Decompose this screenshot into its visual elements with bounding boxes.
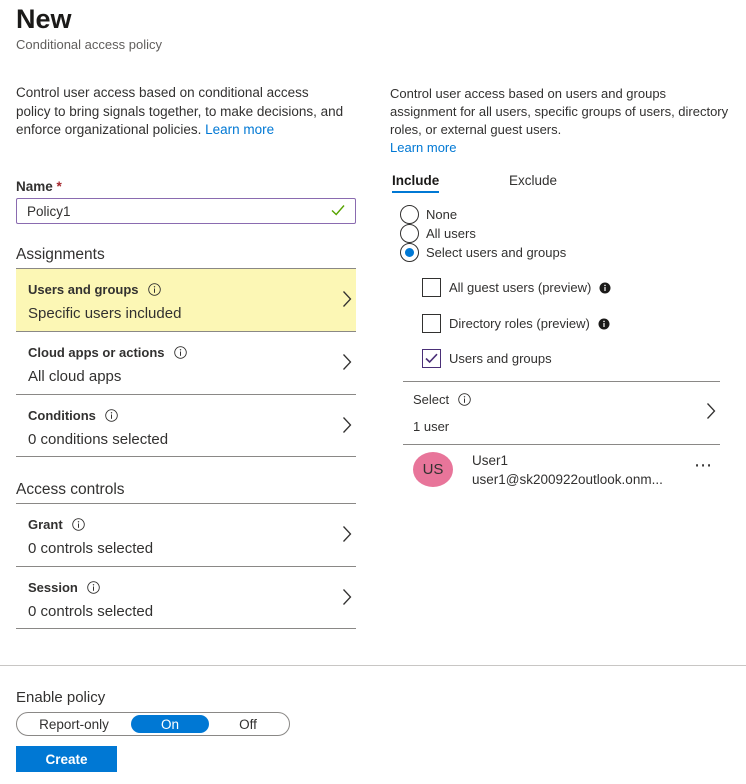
create-button[interactable]: Create bbox=[16, 746, 117, 772]
info-icon[interactable] bbox=[72, 518, 85, 531]
access-control-grant[interactable] bbox=[16, 503, 356, 566]
radio-selected-dot bbox=[405, 248, 414, 257]
chevron-right-icon bbox=[342, 416, 352, 434]
users-groups-description bbox=[390, 85, 730, 157]
chevron-right-icon bbox=[342, 290, 352, 308]
policy-description bbox=[16, 84, 346, 140]
chevron-right-icon bbox=[342, 353, 352, 371]
radio-button[interactable] bbox=[400, 224, 419, 243]
chevron-right-icon bbox=[342, 525, 352, 543]
enable-policy-toggle[interactable] bbox=[16, 712, 290, 736]
info-filled-icon[interactable] bbox=[599, 282, 611, 294]
assignment-value: All cloud apps bbox=[28, 368, 122, 385]
checkbox-directory-roles[interactable] bbox=[422, 314, 610, 333]
radio-button[interactable] bbox=[400, 243, 419, 262]
toggle-report-only[interactable]: Report-only bbox=[39, 716, 109, 732]
chevron-right-icon[interactable] bbox=[706, 402, 716, 420]
radio-select-users-and-groups[interactable] bbox=[400, 243, 566, 262]
checkbox-label: Directory roles (preview) bbox=[449, 316, 590, 331]
checkbox-label: All guest users (preview) bbox=[449, 280, 592, 295]
access-control-session[interactable] bbox=[16, 566, 356, 629]
access-control-label-text: Session bbox=[28, 580, 78, 595]
assignment-value: Specific users included bbox=[28, 305, 182, 322]
assignment-label bbox=[28, 282, 161, 297]
select-label-text: Select bbox=[413, 392, 450, 407]
page-subtitle: Conditional access policy bbox=[16, 37, 162, 52]
checkbox[interactable] bbox=[422, 314, 441, 333]
divider bbox=[403, 444, 720, 445]
toggle-on[interactable]: On bbox=[131, 715, 209, 733]
info-filled-icon[interactable] bbox=[598, 318, 610, 330]
radio-label: Select users and groups bbox=[426, 245, 567, 260]
enable-policy-label: Enable policy bbox=[16, 689, 106, 706]
assignment-label-text: Users and groups bbox=[28, 282, 139, 297]
avatar: US bbox=[413, 452, 453, 487]
checkmark-icon bbox=[425, 353, 438, 364]
radio-label: All users bbox=[426, 226, 476, 241]
radio-all-users[interactable] bbox=[400, 224, 476, 243]
assignment-label bbox=[28, 345, 187, 360]
learn-more-link-right[interactable]: Learn more bbox=[390, 140, 457, 155]
checkbox[interactable] bbox=[422, 349, 441, 368]
policy-name-input[interactable] bbox=[16, 198, 356, 224]
info-icon[interactable] bbox=[458, 393, 471, 406]
users-groups-description-text: Control user access based on users and groups assignment for all users, specific groups of users, directory roles, or external guest users. bbox=[390, 86, 729, 137]
checkbox-users-and-groups[interactable] bbox=[422, 349, 552, 368]
name-label-text: Name bbox=[16, 179, 53, 194]
user-email: user1@sk200922outlook.onm... bbox=[472, 472, 663, 487]
tab-exclude[interactable]: Exclude bbox=[509, 173, 558, 188]
access-controls-heading: Access controls bbox=[16, 481, 125, 498]
select-users-value: 1 user bbox=[413, 419, 450, 434]
access-control-label-text: Grant bbox=[28, 517, 63, 532]
access-control-value: 0 controls selected bbox=[28, 540, 154, 557]
assignment-users-and-groups[interactable] bbox=[16, 268, 356, 331]
user-name: User1 bbox=[472, 453, 509, 468]
required-marker: * bbox=[56, 179, 62, 194]
checkbox[interactable] bbox=[422, 278, 441, 297]
assignment-cloud-apps[interactable] bbox=[16, 331, 356, 394]
info-icon[interactable] bbox=[174, 346, 187, 359]
checkbox-all-guest-users[interactable] bbox=[422, 278, 611, 297]
select-users-label[interactable] bbox=[413, 392, 471, 407]
checkmark-icon bbox=[330, 201, 346, 219]
name-label bbox=[16, 179, 62, 194]
info-icon[interactable] bbox=[87, 581, 100, 594]
policy-description-text: Control user access based on conditional access policy to bring signals together, to make decisions, and enforce organizational policies. bbox=[16, 85, 344, 137]
radio-label: None bbox=[426, 207, 458, 222]
assignment-label-text: Cloud apps or actions bbox=[28, 345, 165, 360]
page-title: New bbox=[16, 4, 72, 34]
radio-button[interactable] bbox=[400, 205, 419, 224]
tab-include[interactable]: Include bbox=[392, 173, 439, 193]
toggle-off[interactable]: Off bbox=[239, 716, 257, 732]
assignment-value: 0 conditions selected bbox=[28, 431, 169, 448]
learn-more-link-left[interactable]: Learn more bbox=[205, 122, 275, 137]
assignment-label-text: Conditions bbox=[28, 408, 96, 423]
access-control-label bbox=[28, 517, 85, 532]
access-control-label bbox=[28, 580, 100, 595]
divider bbox=[403, 381, 720, 382]
assignments-heading: Assignments bbox=[16, 246, 105, 263]
assignment-label bbox=[28, 408, 118, 423]
radio-none[interactable] bbox=[400, 205, 457, 224]
info-icon[interactable] bbox=[105, 409, 118, 422]
info-icon[interactable] bbox=[148, 283, 161, 296]
checkbox-label: Users and groups bbox=[449, 351, 552, 366]
more-options-button[interactable]: ⋯ bbox=[694, 455, 713, 475]
footer-divider bbox=[0, 665, 746, 666]
chevron-right-icon bbox=[342, 588, 352, 606]
assignment-conditions[interactable] bbox=[16, 394, 356, 457]
access-control-value: 0 controls selected bbox=[28, 603, 154, 620]
